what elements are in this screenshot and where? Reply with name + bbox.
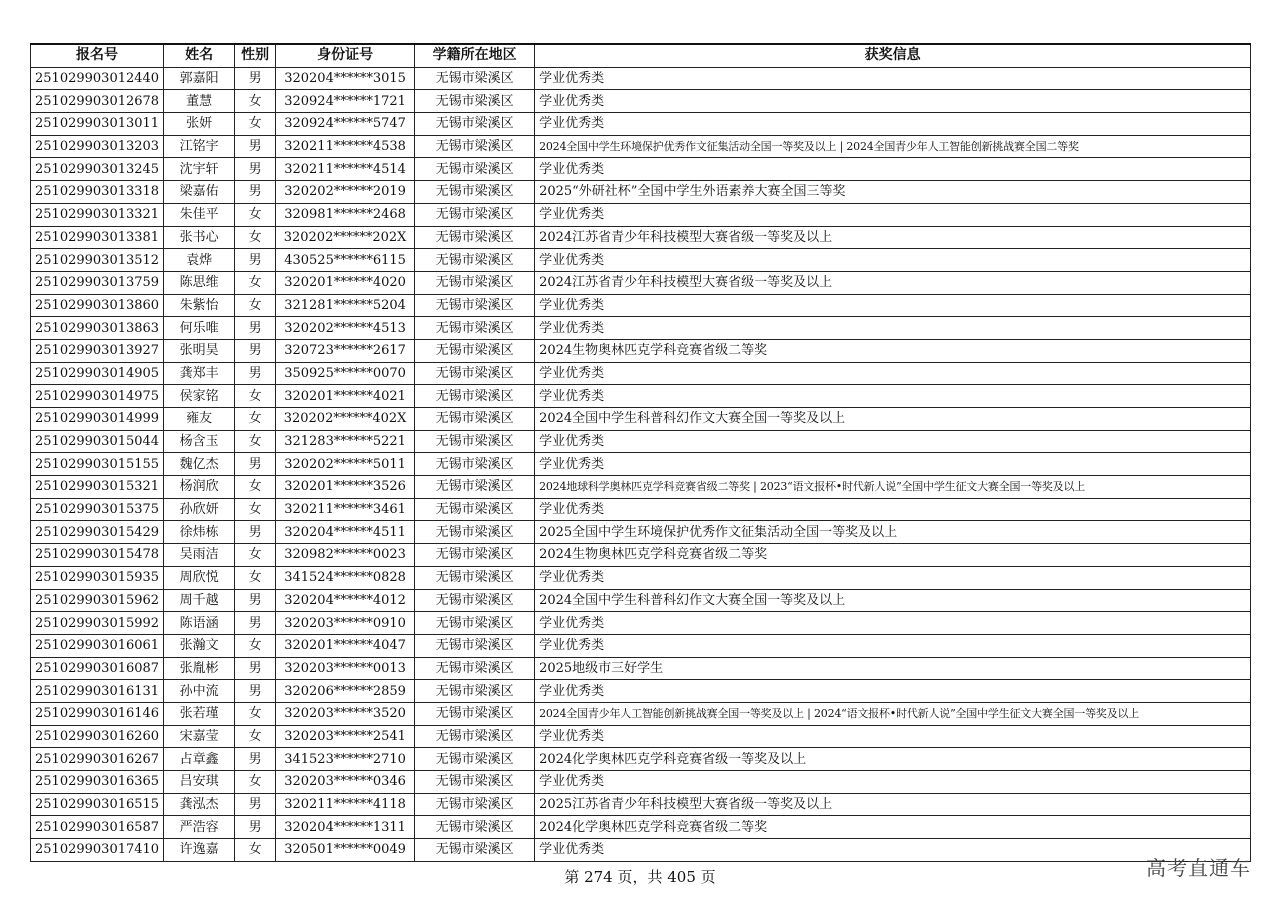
cell-reg-no: 251029903013321 [31,203,164,226]
table-row [31,476,1251,499]
cell-award: 2024地球科学奥林匹克学科竞赛省级二等奖 | 2023“语文报杯•时代新人说”全国中学生征文大赛全国一等奖及以上 [535,476,1251,499]
cell-id-no: 320201******4047 [276,634,415,657]
cell-region: 无锡市梁溪区 [415,476,535,499]
cell-name: 张瀚文 [164,634,235,657]
cell-gender: 男 [235,589,276,612]
cell-id-no: 320202******4513 [276,317,415,340]
cell-region: 无锡市梁溪区 [415,271,535,294]
cell-award: 学业优秀类 [535,634,1251,657]
cell-region: 无锡市梁溪区 [415,612,535,635]
cell-name: 郭嘉阳 [164,67,235,90]
cell-region: 无锡市梁溪区 [415,839,535,862]
cell-id-no: 320202******5011 [276,453,415,476]
table-row [31,408,1251,431]
cell-name: 龚泓杰 [164,793,235,816]
cell-region: 无锡市梁溪区 [415,521,535,544]
cell-reg-no: 251029903013512 [31,249,164,272]
cell-award: 2024江苏省青少年科技模型大赛省级一等奖及以上 [535,271,1251,294]
cell-reg-no: 251029903015044 [31,430,164,453]
cell-gender: 女 [235,566,276,589]
cell-region: 无锡市梁溪区 [415,453,535,476]
cell-award: 2025地级市三好学生 [535,657,1251,680]
cell-award: 2025江苏省青少年科技模型大赛省级一等奖及以上 [535,793,1251,816]
cell-gender: 男 [235,612,276,635]
cell-id-no: 430525******6115 [276,249,415,272]
cell-id-no: 320202******202X [276,226,415,249]
cell-award: 学业优秀类 [535,566,1251,589]
cell-gender: 女 [235,702,276,725]
cell-id-no: 320203******0910 [276,612,415,635]
cell-name: 侯家铭 [164,385,235,408]
watermark-logo: 高考直通车 [1146,856,1251,880]
cell-gender: 男 [235,453,276,476]
header-award: 获奖信息 [535,44,1251,67]
cell-region: 无锡市梁溪区 [415,634,535,657]
cell-id-no: 350925******0070 [276,362,415,385]
cell-region: 无锡市梁溪区 [415,362,535,385]
table-row [31,793,1251,816]
cell-name: 张书心 [164,226,235,249]
cell-region: 无锡市梁溪区 [415,680,535,703]
table-row [31,771,1251,794]
cell-reg-no: 251029903013318 [31,181,164,204]
table-row [31,657,1251,680]
cell-id-no: 320723******2617 [276,339,415,362]
cell-id-no: 320981******2468 [276,203,415,226]
page-number: 第 274 页，共 405 页 [564,868,716,886]
cell-id-no: 320211******4118 [276,793,415,816]
cell-gender: 女 [235,226,276,249]
cell-id-no: 320201******4020 [276,271,415,294]
cell-reg-no: 251029903013245 [31,158,164,181]
cell-region: 无锡市梁溪区 [415,135,535,158]
cell-name: 占章鑫 [164,748,235,771]
cell-name: 雍友 [164,408,235,431]
cell-reg-no: 251029903014975 [31,385,164,408]
cell-region: 无锡市梁溪区 [415,725,535,748]
cell-reg-no: 251029903015992 [31,612,164,635]
cell-region: 无锡市梁溪区 [415,816,535,839]
cell-name: 周欣悦 [164,566,235,589]
cell-award: 学业优秀类 [535,294,1251,317]
cell-award: 学业优秀类 [535,430,1251,453]
header-region: 学籍所在地区 [415,44,535,67]
cell-region: 无锡市梁溪区 [415,67,535,90]
cell-name: 吴雨洁 [164,544,235,567]
cell-id-no: 320206******2859 [276,680,415,703]
cell-name: 孙中流 [164,680,235,703]
cell-award: 2024全国中学生科普科幻作文大赛全国一等奖及以上 [535,589,1251,612]
table-row [31,544,1251,567]
cell-id-no: 321283******5221 [276,430,415,453]
cell-reg-no: 251029903016131 [31,680,164,703]
cell-region: 无锡市梁溪区 [415,181,535,204]
table-row [31,203,1251,226]
cell-name: 宋嘉莹 [164,725,235,748]
cell-reg-no: 251029903016087 [31,657,164,680]
cell-gender: 女 [235,498,276,521]
cell-award: 2025“外研社杯”全国中学生外语素养大赛全国三等奖 [535,181,1251,204]
cell-reg-no: 251029903016587 [31,816,164,839]
cell-name: 朱紫怡 [164,294,235,317]
cell-award: 2024生物奥林匹克学科竞赛省级二等奖 [535,544,1251,567]
cell-id-no: 320203******3520 [276,702,415,725]
cell-region: 无锡市梁溪区 [415,589,535,612]
cell-award: 学业优秀类 [535,67,1251,90]
table-row [31,725,1251,748]
table-row [31,113,1251,136]
cell-name: 梁嘉佑 [164,181,235,204]
cell-region: 无锡市梁溪区 [415,203,535,226]
cell-name: 吕安琪 [164,771,235,794]
cell-gender: 女 [235,113,276,136]
cell-gender: 女 [235,839,276,862]
cell-name: 张明昊 [164,339,235,362]
cell-reg-no: 251029903016146 [31,702,164,725]
cell-id-no: 320201******4021 [276,385,415,408]
table-row [31,90,1251,113]
cell-reg-no: 251029903013203 [31,135,164,158]
cell-reg-no: 251029903015429 [31,521,164,544]
cell-name: 张若瑾 [164,702,235,725]
cell-reg-no: 251029903016061 [31,634,164,657]
cell-reg-no: 251029903015935 [31,566,164,589]
cell-award: 2024化学奥林匹克学科竞赛省级二等奖 [535,816,1251,839]
cell-award: 学业优秀类 [535,203,1251,226]
table-row [31,748,1251,771]
header-reg-no: 报名号 [31,44,164,67]
cell-name: 徐炜栋 [164,521,235,544]
cell-region: 无锡市梁溪区 [415,702,535,725]
cell-region: 无锡市梁溪区 [415,158,535,181]
cell-region: 无锡市梁溪区 [415,748,535,771]
table-row [31,816,1251,839]
cell-gender: 男 [235,317,276,340]
cell-gender: 男 [235,135,276,158]
table-row [31,453,1251,476]
cell-id-no: 320211******4538 [276,135,415,158]
cell-gender: 女 [235,634,276,657]
table-row [31,839,1251,862]
table-row [31,158,1251,181]
cell-reg-no: 251029903015962 [31,589,164,612]
cell-name: 孙欣妍 [164,498,235,521]
cell-gender: 女 [235,294,276,317]
cell-id-no: 320924******5747 [276,113,415,136]
cell-gender: 男 [235,362,276,385]
cell-region: 无锡市梁溪区 [415,657,535,680]
table-row [31,226,1251,249]
cell-award: 学业优秀类 [535,771,1251,794]
cell-region: 无锡市梁溪区 [415,544,535,567]
table-header-row [31,44,1251,67]
cell-id-no: 320211******3461 [276,498,415,521]
table-row [31,430,1251,453]
table-row [31,498,1251,521]
cell-name: 陈思维 [164,271,235,294]
table-row [31,294,1251,317]
cell-reg-no: 251029903013011 [31,113,164,136]
table-row [31,339,1251,362]
cell-id-no: 341524******0828 [276,566,415,589]
cell-award: 2024全国中学生环境保护优秀作文征集活动全国一等奖及以上 | 2024全国青少年人工智能创新挑战赛全国二等奖 [535,135,1251,158]
cell-reg-no: 251029903016365 [31,771,164,794]
cell-gender: 男 [235,748,276,771]
cell-reg-no: 251029903014905 [31,362,164,385]
cell-award: 2024生物奥林匹克学科竞赛省级二等奖 [535,339,1251,362]
header-gender: 性别 [235,44,276,67]
cell-name: 张妍 [164,113,235,136]
header-id-no: 身份证号 [276,44,415,67]
cell-reg-no: 251029903014999 [31,408,164,431]
table-row [31,317,1251,340]
cell-reg-no: 251029903017410 [31,839,164,862]
cell-reg-no: 251029903015375 [31,498,164,521]
cell-reg-no: 251029903013759 [31,271,164,294]
cell-name: 魏亿杰 [164,453,235,476]
header-name: 姓名 [164,44,235,67]
table-row [31,362,1251,385]
cell-reg-no: 251029903016260 [31,725,164,748]
table-row [31,385,1251,408]
cell-id-no: 320203******2541 [276,725,415,748]
cell-gender: 男 [235,158,276,181]
cell-reg-no: 251029903016515 [31,793,164,816]
cell-gender: 女 [235,544,276,567]
cell-reg-no: 251029903013381 [31,226,164,249]
cell-gender: 男 [235,816,276,839]
cell-reg-no: 251029903016267 [31,748,164,771]
table-row [31,566,1251,589]
table-row [31,271,1251,294]
table-row [31,181,1251,204]
cell-name: 江铭宇 [164,135,235,158]
cell-gender: 女 [235,476,276,499]
cell-region: 无锡市梁溪区 [415,566,535,589]
cell-reg-no: 251029903015478 [31,544,164,567]
cell-award: 学业优秀类 [535,113,1251,136]
table-row [31,680,1251,703]
cell-id-no: 320204******1311 [276,816,415,839]
cell-gender: 女 [235,203,276,226]
table-row [31,67,1251,90]
cell-name: 严浩容 [164,816,235,839]
table-row [31,589,1251,612]
cell-name: 沈宇轩 [164,158,235,181]
cell-name: 陈语涵 [164,612,235,635]
cell-id-no: 320982******0023 [276,544,415,567]
cell-region: 无锡市梁溪区 [415,430,535,453]
cell-region: 无锡市梁溪区 [415,90,535,113]
cell-award: 学业优秀类 [535,498,1251,521]
cell-region: 无锡市梁溪区 [415,226,535,249]
cell-name: 周千越 [164,589,235,612]
cell-award: 学业优秀类 [535,362,1251,385]
cell-award: 2024全国中学生科普科幻作文大赛全国一等奖及以上 [535,408,1251,431]
cell-region: 无锡市梁溪区 [415,294,535,317]
cell-id-no: 320202******402X [276,408,415,431]
cell-region: 无锡市梁溪区 [415,771,535,794]
cell-award: 2024全国青少年人工智能创新挑战赛全国一等奖及以上 | 2024“语文报杯•时代新人说”全国中学生征文大赛全国一等奖及以上 [535,702,1251,725]
cell-reg-no: 251029903012440 [31,67,164,90]
cell-id-no: 320203******0346 [276,771,415,794]
cell-award: 学业优秀类 [535,317,1251,340]
cell-region: 无锡市梁溪区 [415,498,535,521]
cell-gender: 女 [235,771,276,794]
cell-gender: 男 [235,680,276,703]
cell-name: 龚郑丰 [164,362,235,385]
cell-gender: 女 [235,271,276,294]
cell-award: 学业优秀类 [535,90,1251,113]
cell-reg-no: 251029903013860 [31,294,164,317]
cell-region: 无锡市梁溪区 [415,385,535,408]
cell-reg-no: 251029903012678 [31,90,164,113]
cell-name: 董慧 [164,90,235,113]
cell-gender: 女 [235,90,276,113]
cell-reg-no: 251029903013927 [31,339,164,362]
cell-region: 无锡市梁溪区 [415,249,535,272]
cell-award: 学业优秀类 [535,680,1251,703]
cell-id-no: 320201******3526 [276,476,415,499]
table-row [31,634,1251,657]
cell-gender: 女 [235,408,276,431]
cell-award: 2024江苏省青少年科技模型大赛省级一等奖及以上 [535,226,1251,249]
cell-gender: 女 [235,725,276,748]
cell-name: 张胤彬 [164,657,235,680]
cell-name: 袁烨 [164,249,235,272]
cell-id-no: 320501******0049 [276,839,415,862]
cell-id-no: 320204******3015 [276,67,415,90]
cell-id-no: 341523******2710 [276,748,415,771]
cell-gender: 男 [235,67,276,90]
cell-region: 无锡市梁溪区 [415,317,535,340]
cell-reg-no: 251029903015155 [31,453,164,476]
cell-name: 何乐唯 [164,317,235,340]
cell-region: 无锡市梁溪区 [415,339,535,362]
cell-id-no: 320924******1721 [276,90,415,113]
cell-id-no: 321281******5204 [276,294,415,317]
cell-gender: 男 [235,793,276,816]
table-body [31,67,1251,861]
cell-reg-no: 251029903013863 [31,317,164,340]
table-row [31,521,1251,544]
cell-award: 学业优秀类 [535,839,1251,862]
cell-name: 许逸嘉 [164,839,235,862]
table-row [31,612,1251,635]
cell-award: 学业优秀类 [535,453,1251,476]
cell-gender: 男 [235,657,276,680]
cell-gender: 男 [235,521,276,544]
admission-list-table [30,43,1251,862]
cell-region: 无锡市梁溪区 [415,113,535,136]
cell-gender: 男 [235,249,276,272]
cell-award: 学业优秀类 [535,612,1251,635]
cell-id-no: 320203******0013 [276,657,415,680]
cell-id-no: 320204******4511 [276,521,415,544]
cell-gender: 男 [235,339,276,362]
cell-reg-no: 251029903015321 [31,476,164,499]
cell-region: 无锡市梁溪区 [415,793,535,816]
cell-name: 杨含玉 [164,430,235,453]
table-row [31,702,1251,725]
cell-name: 朱佳平 [164,203,235,226]
cell-region: 无锡市梁溪区 [415,408,535,431]
cell-gender: 女 [235,430,276,453]
cell-name: 杨润欣 [164,476,235,499]
cell-id-no: 320202******2019 [276,181,415,204]
cell-gender: 男 [235,181,276,204]
cell-award: 学业优秀类 [535,249,1251,272]
table-row [31,249,1251,272]
cell-award: 学业优秀类 [535,158,1251,181]
cell-award: 学业优秀类 [535,725,1251,748]
cell-award: 学业优秀类 [535,385,1251,408]
cell-id-no: 320204******4012 [276,589,415,612]
cell-gender: 女 [235,385,276,408]
cell-id-no: 320211******4514 [276,158,415,181]
cell-award: 2024化学奥林匹克学科竞赛省级一等奖及以上 [535,748,1251,771]
cell-award: 2025全国中学生环境保护优秀作文征集活动全国一等奖及以上 [535,521,1251,544]
table-row [31,135,1251,158]
